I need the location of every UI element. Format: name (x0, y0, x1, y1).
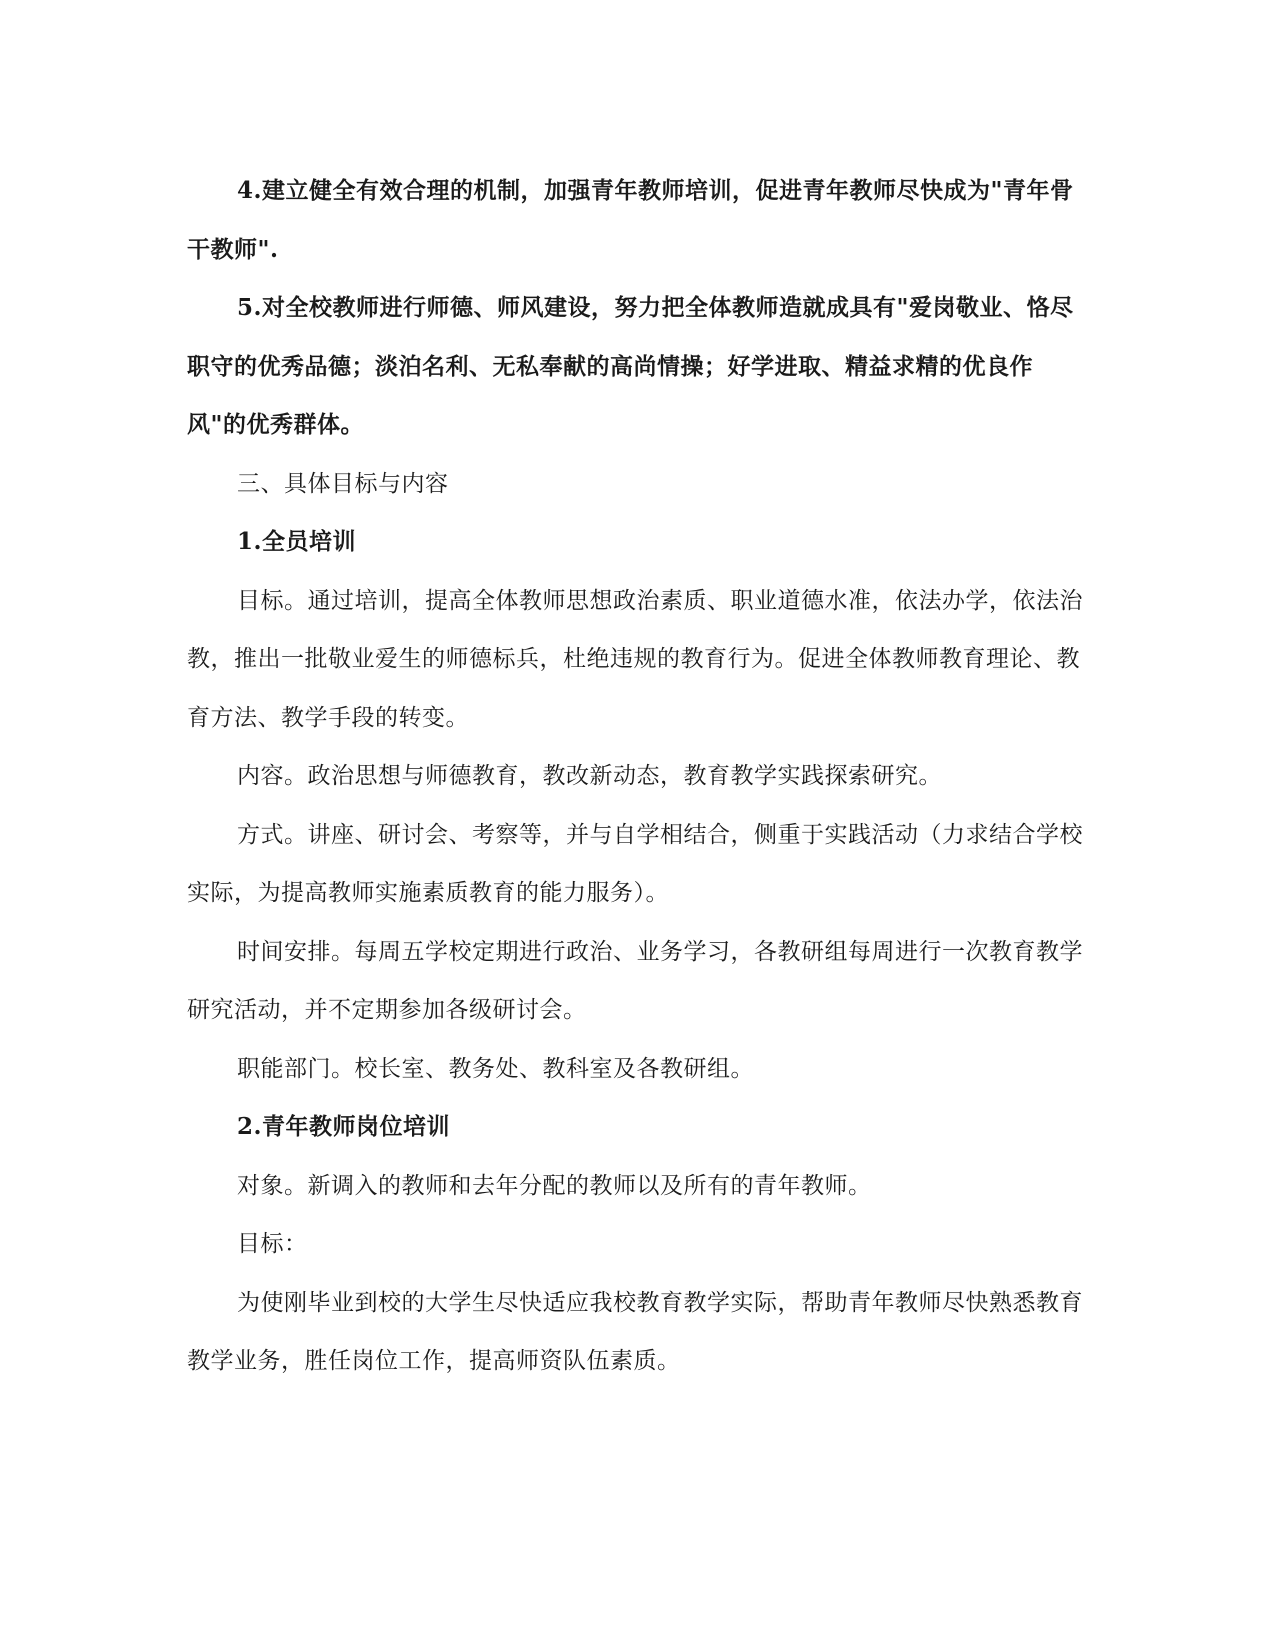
subheading-all-staff-training: 1.全员培训 (237, 528, 357, 555)
paragraph-ethics: 5.对全校教师进行师德、师风建设，努力把全体教师造就成具有"爱岗敬业、恪尽职守的优秀品德；淡泊名利、无私奉献的高尚情操；好学进取、精益求精的优良作风"的优秀群体。 (187, 294, 1074, 438)
paragraph-departments: 职能部门。校长室、教务处、教科室及各教研组。 (237, 1055, 754, 1082)
paragraph-schedule: 时间安排。每周五学校定期进行政治、业务学习，各教研组每周进行一次教育教学研究活动，并不定期参加各级研讨会。 (187, 938, 1083, 1023)
section-heading-goals: 三、具体目标与内容 (237, 470, 449, 497)
paragraph-content: 内容。政治思想与师德教育，教改新动态，教育教学实践探索研究。 (237, 763, 942, 789)
paragraph-target-1: 目标。通过培训，提高全体教师思想政治素质、职业道德水准，依法办学，依法治教，推出一批敬业爱生的师德标兵，杜绝违规的教育行为。促进全体教师教育理论、教育方法、教学手段的转变。 (187, 587, 1083, 731)
paragraph-audience: 对象。新调入的教师和去年分配的教师以及所有的青年教师。 (237, 1172, 872, 1199)
paragraph-mechanism: 4.建立健全有效合理的机制，加强青年教师培训，促进青年教师尽快成为"青年骨干教师". (187, 177, 1074, 263)
paragraph-method: 方式。讲座、研讨会、考察等，并与自学相结合，侧重于实践活动（力求结合学校实际，为提高教师实施素质教育的能力服务）。 (187, 821, 1083, 906)
paragraph-target-2: 为使刚毕业到校的大学生尽快适应我校教育教学实际，帮助青年教师尽快熟悉教育教学业务，胜任岗位工作，提高师资队伍素质。 (187, 1289, 1083, 1374)
document-body (187, 162, 1087, 1391)
paragraph-target-label: 目标： (237, 1231, 308, 1257)
subheading-young-teacher-training: 2.青年教师岗位培训 (237, 1113, 451, 1140)
